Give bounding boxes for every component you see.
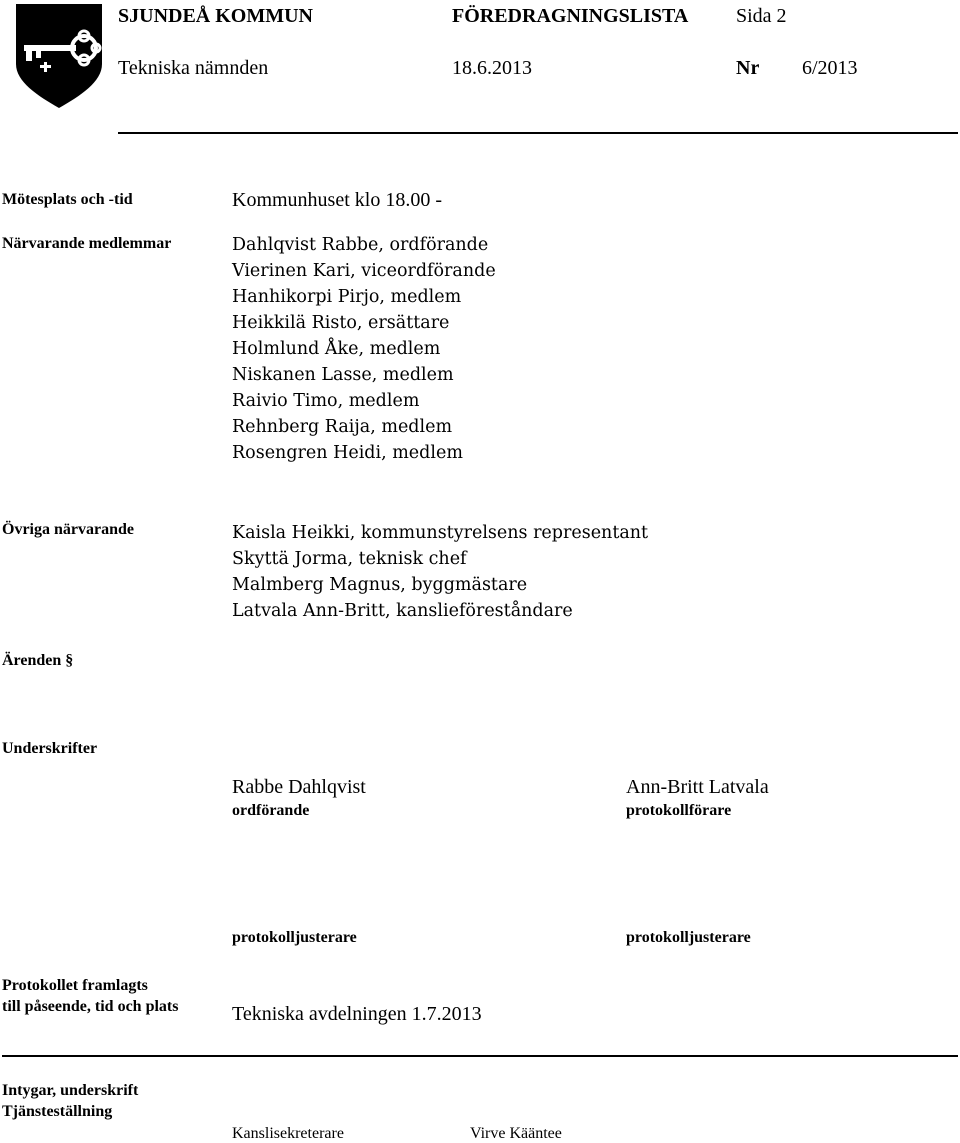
list-item: Rosengren Heidi, medlem: [232, 443, 463, 463]
matters-label: Ärenden §: [2, 652, 74, 669]
number-value: 6/2013: [802, 57, 858, 79]
certificate-name: Virve Kääntee: [470, 1125, 562, 1142]
checker-1-role: protokolljusterare: [232, 929, 357, 946]
display-label-line2: till påseende, tid och plats: [2, 998, 179, 1015]
secretary-name: Ann-Britt Latvala: [626, 776, 769, 798]
coat-of-arms-logo: [14, 2, 104, 110]
meeting-date: 18.6.2013: [452, 57, 532, 79]
display-label-line1: Protokollet framlagts: [2, 977, 148, 994]
key-emblem-icon: [14, 2, 104, 110]
header-divider: [118, 132, 958, 134]
list-item: Latvala Ann-Britt, kanslieföreståndare: [232, 601, 573, 621]
list-item: Malmberg Magnus, byggmästare: [232, 575, 528, 595]
list-item: Kaisla Heikki, kommunstyrelsens representant: [232, 523, 649, 543]
meeting-place-label: Mötesplats och -tid: [2, 191, 133, 208]
list-item: Raivio Timo, medlem: [232, 391, 420, 411]
list-item: Niskanen Lasse, medlem: [232, 365, 454, 385]
list-item: Dahlqvist Rabbe, ordförande: [232, 235, 489, 255]
list-item: Hanhikorpi Pirjo, medlem: [232, 287, 462, 307]
list-item: Rehnberg Raija, medlem: [232, 417, 453, 437]
committee-name: Tekniska nämnden: [118, 57, 269, 79]
municipality-name: SJUNDEÅ KOMMUN: [118, 5, 313, 27]
list-item: Vierinen Kari, viceordförande: [232, 261, 496, 281]
certificate-label-line2: Tjänsteställning: [2, 1103, 113, 1120]
members-list: [232, 232, 496, 466]
certificate-title: Kanslisekreterare: [232, 1125, 344, 1142]
chair-name: Rabbe Dahlqvist: [232, 776, 366, 798]
certificate-label-line1: Intygar, underskrift: [2, 1082, 139, 1099]
document-type: FÖREDRAGNINGSLISTA: [452, 5, 689, 27]
secretary-role: protokollförare: [626, 802, 732, 819]
others-list: [232, 520, 648, 624]
meeting-place-value: Kommunhuset klo 18.00 -: [232, 189, 442, 211]
chair-role: ordförande: [232, 802, 310, 819]
display-value: Tekniska avdelningen 1.7.2013: [232, 1003, 482, 1025]
list-item: Holmlund Åke, medlem: [232, 339, 441, 359]
list-item: Skyttä Jorma, teknisk chef: [232, 549, 467, 569]
list-item: Heikkilä Risto, ersättare: [232, 313, 450, 333]
others-label: Övriga närvarande: [2, 521, 134, 538]
checker-2-role: protokolljusterare: [626, 929, 751, 946]
number-label: Nr: [736, 57, 760, 79]
members-label: Närvarande medlemmar: [2, 235, 172, 252]
page-number: Sida 2: [736, 5, 787, 27]
footer-divider: [2, 1055, 958, 1057]
signatures-label: Underskrifter: [2, 740, 98, 757]
